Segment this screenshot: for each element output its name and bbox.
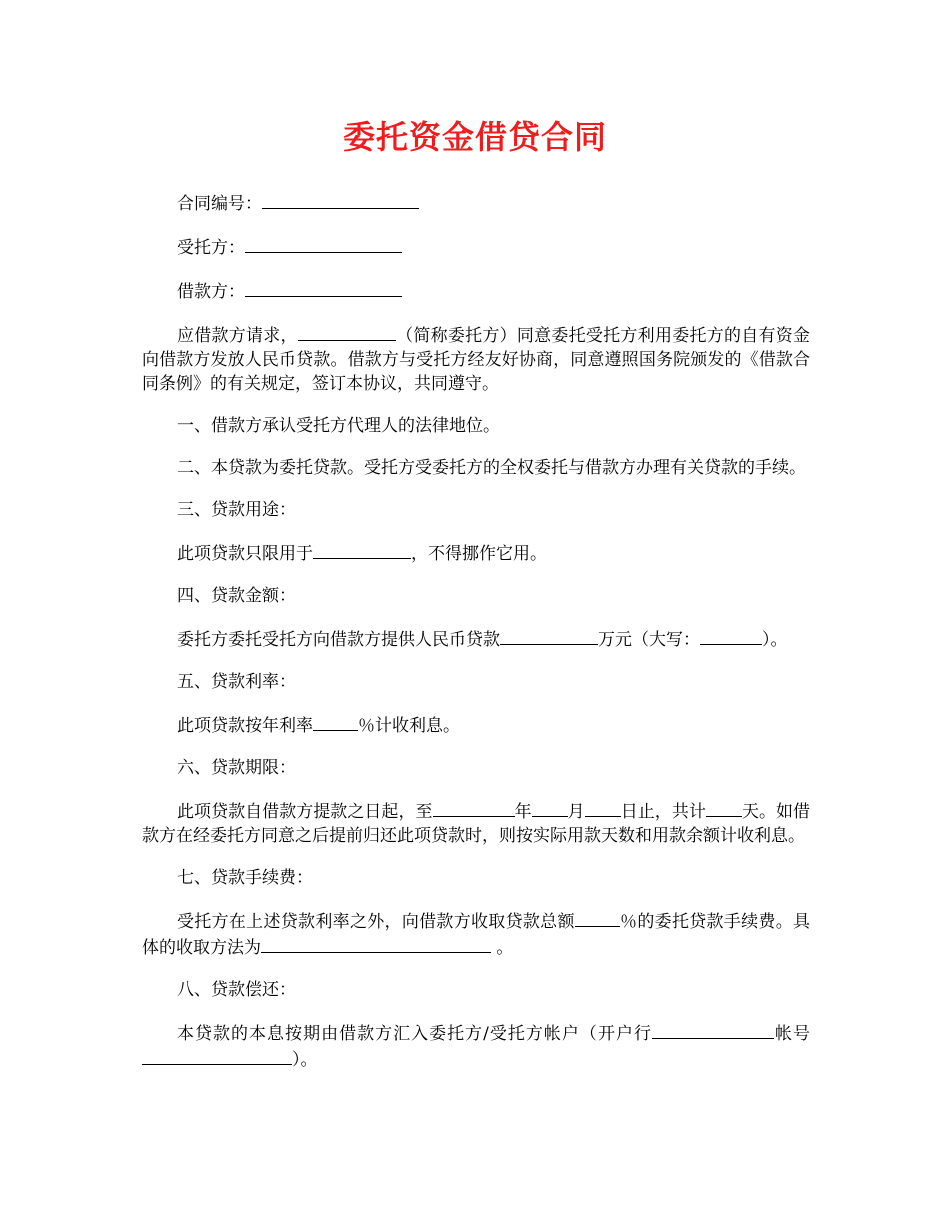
clause-6-text-2: 年 bbox=[514, 802, 532, 822]
borrower-line bbox=[142, 278, 810, 304]
intro-text-1: 应借款方请求， bbox=[177, 326, 298, 346]
trustee-line bbox=[142, 234, 810, 260]
clause-8-text-2: 帐号 bbox=[773, 1024, 811, 1044]
clause-5-text-1: 此项贷款按年利率 bbox=[177, 716, 313, 736]
clause-3-heading: 三、贷款用途： bbox=[177, 500, 296, 520]
clause-8-text-3: ）。 bbox=[292, 1050, 318, 1070]
clause-4-heading: 四、贷款金额： bbox=[177, 586, 296, 606]
clause-6-text-3: 月 bbox=[567, 802, 585, 822]
fee-method-blank bbox=[261, 934, 491, 953]
clause-7-text-1: 受托方在上述贷款利率之外，向借款方收取贷款总额 bbox=[177, 912, 575, 932]
clause-7-body bbox=[142, 908, 810, 960]
clause-8-body bbox=[142, 1020, 810, 1072]
clause-4-text-1: 委托方委托受托方向借款方提供人民币贷款 bbox=[177, 630, 500, 650]
clause-5-body bbox=[142, 712, 810, 738]
clause-7-text-2: ％的委托贷款手续费。具体的收取方法为 bbox=[142, 912, 811, 958]
intro-text-2: （简称委托方）同意委托受托方利用委托方的自有资金向借款方发放人民币贷款。借款方与受托方经友好协商，同意遵照国务院颁发的《借款合同条例》的有关规定，签订本协议，共同遵守。 bbox=[142, 326, 811, 394]
clause-7-text-3: 。 bbox=[491, 938, 514, 958]
end-year-blank bbox=[433, 798, 515, 817]
clause-3-body bbox=[142, 540, 810, 566]
clause-3-text-1: 此项贷款只限用于 bbox=[177, 544, 313, 564]
loan-purpose-blank bbox=[313, 540, 411, 559]
entrusting-party-blank bbox=[298, 322, 396, 341]
total-days-blank bbox=[706, 798, 742, 817]
trustee-blank bbox=[245, 234, 402, 253]
contract-number-line bbox=[142, 190, 810, 216]
clause-4-body bbox=[142, 626, 810, 652]
clause-8-heading: 八、贷款偿还： bbox=[177, 980, 296, 1000]
clause-6-text-4: 日止，共计 bbox=[620, 802, 706, 822]
clause-1: 一、借款方承认受托方代理人的法律地位。 bbox=[177, 416, 500, 436]
intro-paragraph bbox=[142, 322, 810, 396]
clause-5-text-2: ％计收利息。 bbox=[358, 716, 460, 736]
clause-7-heading: 七、贷款手续费： bbox=[177, 868, 313, 888]
clause-6-text-5: 天。如借款方在经委托方同意之后提前归还此项贷款时，则按实际用款天数和用款余额计收利息。 bbox=[142, 802, 811, 846]
borrower-blank bbox=[245, 278, 402, 297]
clause-3-text-2: ，不得挪作它用。 bbox=[411, 544, 547, 564]
borrower-label: 借款方： bbox=[177, 282, 245, 302]
account-number-blank bbox=[142, 1046, 292, 1065]
loan-amount-blank bbox=[500, 626, 598, 645]
end-day-blank bbox=[585, 798, 621, 817]
clause-4-text-3: ）。 bbox=[762, 630, 788, 650]
fee-rate-blank bbox=[575, 908, 620, 927]
clause-6-text-1: 此项贷款自借款方提款之日起，至 bbox=[177, 802, 433, 822]
clause-6-body bbox=[142, 798, 810, 848]
document-body bbox=[142, 190, 810, 1090]
bank-name-blank bbox=[652, 1020, 774, 1039]
contract-number-label: 合同编号： bbox=[177, 194, 262, 214]
trustee-label: 受托方： bbox=[177, 238, 245, 258]
clause-4-text-2: 万元（大写： bbox=[598, 630, 700, 650]
document-title: 委托资金借贷合同 bbox=[342, 118, 607, 156]
clause-2: 二、本贷款为委托贷款。受托方受委托方的全权委托与借款方办理有关贷款的手续。 bbox=[177, 458, 806, 478]
loan-amount-words-blank bbox=[700, 626, 762, 645]
interest-rate-blank bbox=[313, 712, 358, 731]
clause-6-heading: 六、贷款期限： bbox=[177, 758, 296, 778]
contract-number-blank bbox=[262, 190, 419, 209]
clause-8-text-1: 本贷款的本息按期由借款方汇入委托方/受托方帐户（开户行 bbox=[177, 1024, 652, 1044]
clause-5-heading: 五、贷款利率： bbox=[177, 672, 296, 692]
end-month-blank bbox=[532, 798, 568, 817]
